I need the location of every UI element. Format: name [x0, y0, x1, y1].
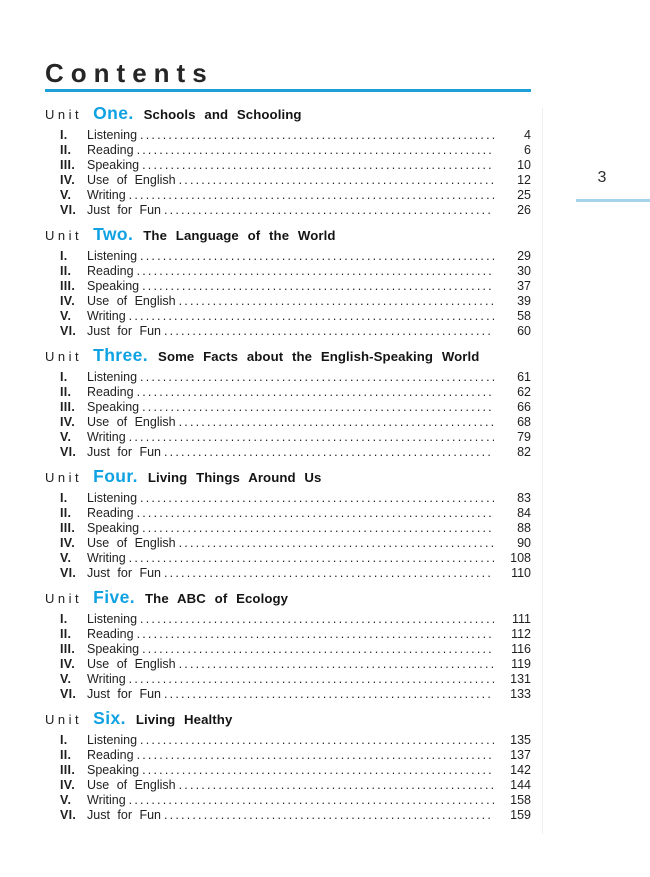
item-label: Reading: [87, 627, 134, 641]
dot-leader: [140, 128, 494, 143]
unit-title: Schools and Schooling: [143, 107, 302, 122]
item-label: Listening: [87, 249, 138, 263]
title-rule: [45, 89, 531, 92]
item-label: Listening: [87, 612, 138, 626]
item-label: Speaking: [87, 763, 140, 777]
dot-leader: [129, 793, 494, 808]
item-label: Writing: [87, 551, 126, 565]
unit-item-list: [45, 128, 531, 218]
unit-title: Some Facts about the English-Speaking World: [158, 349, 480, 364]
dot-leader: [164, 445, 494, 460]
item-numeral: III.: [60, 521, 76, 535]
item-page-number: 137: [510, 748, 531, 762]
unit-item-list: [45, 370, 531, 460]
toc-row: [60, 536, 531, 551]
item-numeral: VI.: [60, 808, 77, 822]
item-page-number: 82: [517, 445, 531, 459]
item-numeral: II.: [60, 506, 72, 520]
unit-number-word: Two.: [93, 224, 134, 244]
toc-row: [60, 793, 531, 808]
item-page-number: 116: [511, 642, 531, 656]
item-page-number: 108: [510, 551, 531, 565]
item-numeral: VI.: [60, 566, 77, 580]
item-label: Speaking: [87, 279, 140, 293]
item-numeral: I.: [60, 128, 68, 142]
item-page-number: 133: [510, 687, 531, 701]
item-numeral: VI.: [60, 687, 77, 701]
item-label: Listening: [87, 128, 138, 142]
dot-leader: [179, 536, 494, 551]
toc-row: [60, 551, 531, 566]
toc-row: [60, 279, 531, 294]
dot-leader: [179, 778, 494, 793]
item-page-number: 6: [524, 143, 531, 157]
item-label: Listening: [87, 491, 138, 505]
unit-word: Unit: [45, 349, 83, 364]
toc-row: [60, 506, 531, 521]
unit-title: The ABC of Ecology: [145, 591, 289, 606]
toc-row: [60, 264, 531, 279]
unit-heading: [45, 103, 531, 125]
item-numeral: V.: [60, 793, 72, 807]
item-page-number: 4: [524, 128, 531, 142]
dot-leader: [142, 279, 494, 294]
item-page-number: 61: [517, 370, 531, 384]
item-label: Speaking: [87, 521, 140, 535]
item-page-number: 88: [517, 521, 531, 535]
toc-row: [60, 370, 531, 385]
item-numeral: III.: [60, 158, 76, 172]
item-label: Reading: [87, 143, 134, 157]
item-numeral: III.: [60, 279, 76, 293]
toc-row: [60, 294, 531, 309]
unit-section-six: [45, 708, 531, 823]
toc-row: [60, 672, 531, 687]
item-page-number: 68: [517, 415, 531, 429]
item-page-number: 37: [517, 279, 531, 293]
item-page-number: 119: [511, 657, 531, 671]
item-label: Just for Fun: [87, 203, 161, 217]
dot-leader: [142, 521, 494, 536]
item-numeral: V.: [60, 672, 72, 686]
dot-leader: [142, 763, 494, 778]
item-numeral: II.: [60, 385, 72, 399]
unit-item-list: [45, 733, 531, 823]
dot-leader: [164, 566, 494, 581]
item-page-number: 112: [511, 627, 531, 641]
unit-number-word: Five.: [93, 587, 136, 607]
item-numeral: V.: [60, 551, 72, 565]
contents-title: Contents: [45, 58, 214, 88]
dot-leader: [129, 309, 494, 324]
dot-leader: [137, 506, 494, 521]
item-page-number: 158: [510, 793, 531, 807]
unit-section-two: [45, 224, 531, 339]
item-page-number: 135: [510, 733, 531, 747]
item-page-number: 144: [510, 778, 531, 792]
item-label: Writing: [87, 309, 126, 323]
dot-leader: [179, 415, 494, 430]
item-label: Just for Fun: [87, 687, 161, 701]
item-numeral: II.: [60, 143, 72, 157]
item-label: Speaking: [87, 158, 140, 172]
item-numeral: VI.: [60, 445, 77, 459]
dot-leader: [179, 657, 494, 672]
dot-leader: [137, 627, 494, 642]
unit-section-one: [45, 103, 531, 218]
toc-row: [60, 203, 531, 218]
dot-leader: [137, 264, 494, 279]
toc-row: [60, 763, 531, 778]
dot-leader: [129, 188, 494, 203]
item-page-number: 111: [511, 612, 531, 626]
toc-row: [60, 566, 531, 581]
dot-leader: [137, 385, 494, 400]
page-edge-line: [542, 108, 543, 834]
item-label: Just for Fun: [87, 566, 161, 580]
dot-leader: [164, 808, 494, 823]
item-numeral: V.: [60, 188, 72, 202]
toc-row: [60, 173, 531, 188]
item-numeral: VI.: [60, 203, 77, 217]
toc-row: [60, 612, 531, 627]
dot-leader: [164, 687, 494, 702]
folio-page-number: 3: [597, 169, 607, 186]
toc-row: [60, 642, 531, 657]
item-numeral: I.: [60, 491, 68, 505]
item-page-number: 39: [517, 294, 531, 308]
item-label: Use of English: [87, 536, 176, 550]
toc-row: [60, 158, 531, 173]
item-label: Writing: [87, 793, 126, 807]
unit-word: Unit: [45, 107, 83, 122]
item-numeral: V.: [60, 430, 72, 444]
dot-leader: [137, 748, 494, 763]
item-numeral: IV.: [60, 657, 76, 671]
item-label: Listening: [87, 733, 138, 747]
toc-row: [60, 249, 531, 264]
item-label: Listening: [87, 370, 138, 384]
item-numeral: II.: [60, 627, 72, 641]
item-page-number: 110: [511, 566, 531, 580]
item-numeral: III.: [60, 642, 76, 656]
unit-heading: [45, 587, 531, 609]
toc-row: [60, 128, 531, 143]
item-page-number: 10: [517, 158, 531, 172]
toc-row: [60, 733, 531, 748]
unit-word: Unit: [45, 712, 83, 727]
table-of-contents: [45, 58, 531, 823]
item-label: Just for Fun: [87, 445, 161, 459]
unit-item-list: [45, 612, 531, 702]
item-page-number: 29: [517, 249, 531, 263]
item-numeral: I.: [60, 249, 68, 263]
dot-leader: [140, 249, 494, 264]
item-numeral: IV.: [60, 415, 76, 429]
unit-word: Unit: [45, 228, 83, 243]
item-label: Speaking: [87, 642, 140, 656]
item-page-number: 12: [517, 173, 531, 187]
item-page-number: 84: [517, 506, 531, 520]
item-label: Speaking: [87, 400, 140, 414]
dot-leader: [140, 370, 494, 385]
unit-item-list: [45, 491, 531, 581]
dot-leader: [140, 733, 494, 748]
unit-title: The Language of the World: [143, 228, 336, 243]
unit-word: Unit: [45, 470, 83, 485]
toc-row: [60, 627, 531, 642]
toc-row: [60, 445, 531, 460]
item-page-number: 142: [510, 763, 531, 777]
item-label: Use of English: [87, 173, 176, 187]
item-numeral: I.: [60, 370, 68, 384]
item-page-number: 79: [517, 430, 531, 444]
dot-leader: [140, 491, 494, 506]
item-numeral: III.: [60, 763, 76, 777]
item-label: Use of English: [87, 415, 176, 429]
unit-section-three: [45, 345, 531, 460]
dot-leader: [142, 400, 494, 415]
dot-leader: [179, 173, 494, 188]
toc-row: [60, 657, 531, 672]
item-label: Writing: [87, 188, 126, 202]
toc-row: [60, 778, 531, 793]
unit-number-word: One.: [93, 103, 134, 123]
item-page-number: 66: [517, 400, 531, 414]
toc-row: [60, 385, 531, 400]
unit-number-word: Three.: [93, 345, 149, 365]
toc-row: [60, 430, 531, 445]
item-label: Use of English: [87, 657, 176, 671]
toc-row: [60, 309, 531, 324]
unit-section-five: [45, 587, 531, 702]
item-label: Reading: [87, 264, 134, 278]
item-numeral: V.: [60, 309, 72, 323]
dot-leader: [142, 158, 494, 173]
item-label: Reading: [87, 748, 134, 762]
item-page-number: 25: [517, 188, 531, 202]
item-numeral: VI.: [60, 324, 77, 338]
item-label: Use of English: [87, 778, 176, 792]
toc-row: [60, 687, 531, 702]
item-label: Writing: [87, 672, 126, 686]
dot-leader: [179, 294, 494, 309]
item-numeral: IV.: [60, 778, 76, 792]
dot-leader: [140, 612, 494, 627]
item-label: Writing: [87, 430, 126, 444]
item-page-number: 60: [517, 324, 531, 338]
dot-leader: [129, 551, 494, 566]
item-numeral: I.: [60, 733, 68, 747]
item-label: Reading: [87, 506, 134, 520]
item-page-number: 90: [517, 536, 531, 550]
item-numeral: IV.: [60, 173, 76, 187]
toc-row: [60, 808, 531, 823]
unit-heading: [45, 345, 531, 367]
unit-heading: [45, 708, 531, 730]
item-label: Use of English: [87, 294, 176, 308]
unit-title: Living Healthy: [135, 712, 233, 727]
item-numeral: I.: [60, 612, 68, 626]
folio-underline: [576, 199, 650, 202]
dot-leader: [137, 143, 494, 158]
item-page-number: 26: [517, 203, 531, 217]
item-label: Just for Fun: [87, 808, 161, 822]
toc-row: [60, 188, 531, 203]
unit-word: Unit: [45, 591, 83, 606]
item-label: Reading: [87, 385, 134, 399]
item-numeral: III.: [60, 400, 76, 414]
dot-leader: [164, 203, 494, 218]
toc-row: [60, 400, 531, 415]
unit-number-word: Four.: [93, 466, 138, 486]
dot-leader: [164, 324, 494, 339]
unit-heading: [45, 466, 531, 488]
item-label: Just for Fun: [87, 324, 161, 338]
toc-row: [60, 491, 531, 506]
item-page-number: 131: [510, 672, 531, 686]
item-page-number: 83: [517, 491, 531, 505]
item-numeral: IV.: [60, 294, 76, 308]
toc-row: [60, 748, 531, 763]
item-numeral: II.: [60, 748, 72, 762]
item-numeral: IV.: [60, 536, 76, 550]
item-page-number: 30: [517, 264, 531, 278]
unit-section-four: [45, 466, 531, 581]
item-page-number: 58: [517, 309, 531, 323]
unit-title: Living Things Around Us: [147, 470, 322, 485]
unit-number-word: Six.: [93, 708, 126, 728]
dot-leader: [129, 672, 494, 687]
dot-leader: [142, 642, 494, 657]
toc-row: [60, 415, 531, 430]
toc-row: [60, 521, 531, 536]
item-numeral: II.: [60, 264, 72, 278]
unit-item-list: [45, 249, 531, 339]
dot-leader: [129, 430, 494, 445]
item-page-number: 62: [517, 385, 531, 399]
unit-heading: [45, 224, 531, 246]
toc-row: [60, 143, 531, 158]
item-page-number: 159: [510, 808, 531, 822]
toc-row: [60, 324, 531, 339]
